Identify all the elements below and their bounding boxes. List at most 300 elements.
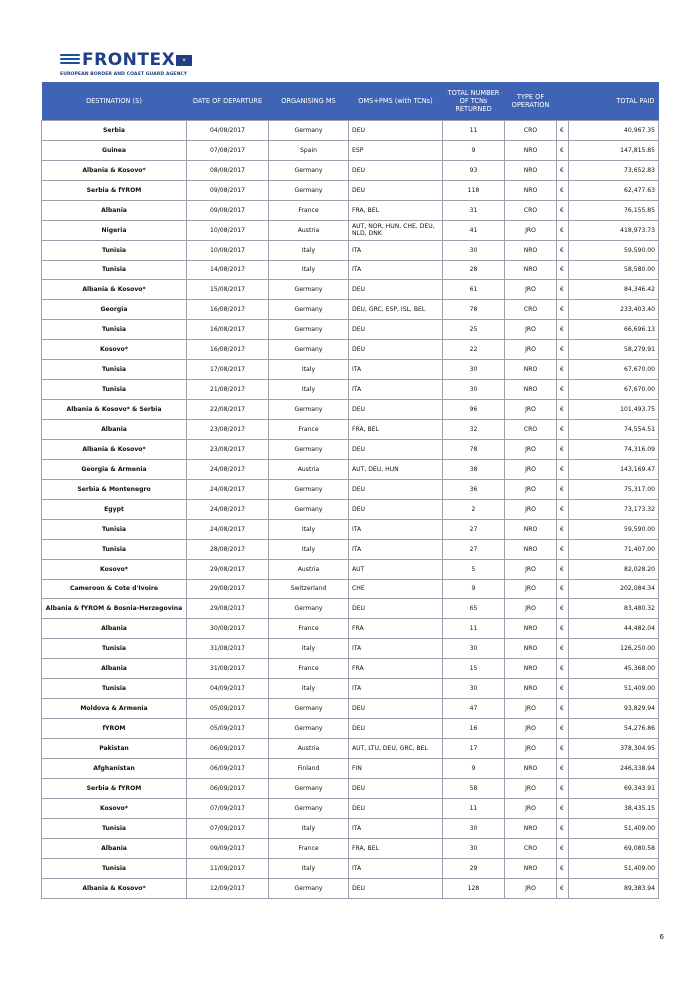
tcn-total-cell: 9	[443, 758, 505, 778]
tcn-total-cell: 61	[443, 280, 505, 300]
tcn-total-cell: 78	[443, 439, 505, 459]
tcn-total-cell: 30	[443, 639, 505, 659]
table-row	[42, 699, 659, 719]
total-paid-cell: 67,670.00	[569, 360, 659, 380]
currency-cell: €	[557, 599, 569, 619]
date-cell: 05/09/2017	[187, 719, 269, 739]
total-paid-cell: 40,967.35	[569, 121, 659, 141]
total-paid-cell: 89,383.94	[569, 878, 659, 898]
organising-ms-cell: Germany	[269, 180, 349, 200]
oms-cell: DEU	[349, 340, 443, 360]
table-header	[42, 82, 659, 121]
total-paid-cell: 76,155.85	[569, 200, 659, 220]
currency-cell: €	[557, 479, 569, 499]
table-row	[42, 320, 659, 340]
currency-cell: €	[557, 519, 569, 539]
currency-cell: €	[557, 200, 569, 220]
destination-cell: fYROM	[42, 719, 187, 739]
oms-cell: DEU	[349, 499, 443, 519]
oms-cell: AUT, DEU, HUN	[349, 459, 443, 479]
destination-cell: Serbia & fYROM	[42, 180, 187, 200]
total-paid-cell: 66,696.13	[569, 320, 659, 340]
currency-cell: €	[557, 121, 569, 141]
organising-ms-cell: Germany	[269, 160, 349, 180]
table-row	[42, 479, 659, 499]
destination-cell: Albania & fYROM & Bosnia-Herzegovina	[42, 599, 187, 619]
date-cell: 07/09/2017	[187, 798, 269, 818]
total-paid-cell: 73,652.83	[569, 160, 659, 180]
date-cell: 09/08/2017	[187, 180, 269, 200]
date-cell: 24/08/2017	[187, 499, 269, 519]
organising-ms-cell: Germany	[269, 400, 349, 420]
currency-cell: €	[557, 778, 569, 798]
destination-cell: Kosovo*	[42, 798, 187, 818]
currency-cell: €	[557, 838, 569, 858]
organising-ms-cell: Austria	[269, 559, 349, 579]
date-cell: 07/09/2017	[187, 818, 269, 838]
currency-cell: €	[557, 679, 569, 699]
organising-ms-cell: France	[269, 659, 349, 679]
operation-type-cell: NRO	[505, 659, 557, 679]
table-row	[42, 798, 659, 818]
destination-cell: Pakistan	[42, 739, 187, 759]
oms-cell: ITA	[349, 380, 443, 400]
operation-type-cell: NRO	[505, 679, 557, 699]
organising-ms-cell: Italy	[269, 639, 349, 659]
date-cell: 12/09/2017	[187, 878, 269, 898]
date-cell: 11/09/2017	[187, 858, 269, 878]
total-paid-cell: 51,409.00	[569, 679, 659, 699]
oms-cell: AUT, LTU, DEU, GRC, BEL	[349, 739, 443, 759]
date-cell: 23/08/2017	[187, 420, 269, 440]
table-row	[42, 579, 659, 599]
destination-cell: Georgia & Armenia	[42, 459, 187, 479]
organising-ms-cell: Austria	[269, 459, 349, 479]
oms-cell: DEU	[349, 479, 443, 499]
tcn-total-cell: 5	[443, 559, 505, 579]
organising-ms-cell: Austria	[269, 739, 349, 759]
currency-cell: €	[557, 499, 569, 519]
operation-type-cell: NRO	[505, 539, 557, 559]
table-row	[42, 679, 659, 699]
tcn-total-cell: 30	[443, 380, 505, 400]
operation-type-cell: CRO	[505, 838, 557, 858]
currency-cell: €	[557, 380, 569, 400]
total-paid-cell: 233,403.40	[569, 300, 659, 320]
currency-cell: €	[557, 739, 569, 759]
date-cell: 16/08/2017	[187, 340, 269, 360]
table-row	[42, 838, 659, 858]
date-cell: 31/08/2017	[187, 659, 269, 679]
table-row	[42, 121, 659, 141]
oms-cell: ITA	[349, 539, 443, 559]
table-row	[42, 539, 659, 559]
tcn-total-cell: 93	[443, 160, 505, 180]
total-paid-cell: 45,368.00	[569, 659, 659, 679]
date-cell: 04/08/2017	[187, 121, 269, 141]
oms-cell: DEU	[349, 320, 443, 340]
table-row	[42, 659, 659, 679]
total-paid-cell: 83,480.32	[569, 599, 659, 619]
oms-cell: ITA	[349, 639, 443, 659]
table-row	[42, 719, 659, 739]
header-destination: DESTINATION (S)	[42, 82, 187, 121]
organising-ms-cell: Germany	[269, 798, 349, 818]
organising-ms-cell: France	[269, 619, 349, 639]
total-paid-cell: 54,276.86	[569, 719, 659, 739]
date-cell: 29/08/2017	[187, 579, 269, 599]
destination-cell: Serbia	[42, 121, 187, 141]
organising-ms-cell: France	[269, 200, 349, 220]
eu-flag-icon: ✦	[176, 55, 192, 66]
operation-type-cell: NRO	[505, 360, 557, 380]
oms-cell: DEU	[349, 180, 443, 200]
table-row	[42, 340, 659, 360]
organising-ms-cell: Germany	[269, 439, 349, 459]
operation-type-cell: NRO	[505, 758, 557, 778]
table-row	[42, 439, 659, 459]
total-paid-cell: 101,493.75	[569, 400, 659, 420]
date-cell: 24/08/2017	[187, 519, 269, 539]
table-body	[42, 121, 659, 899]
operation-type-cell: NRO	[505, 858, 557, 878]
total-paid-cell: 71,407.00	[569, 539, 659, 559]
table-row	[42, 739, 659, 759]
date-cell: 29/08/2017	[187, 599, 269, 619]
table-row	[42, 140, 659, 160]
currency-cell: €	[557, 439, 569, 459]
tcn-total-cell: 27	[443, 539, 505, 559]
tcn-total-cell: 2	[443, 499, 505, 519]
oms-cell: DEU	[349, 280, 443, 300]
organising-ms-cell: Germany	[269, 479, 349, 499]
total-paid-cell: 69,343.91	[569, 778, 659, 798]
organising-ms-cell: Italy	[269, 260, 349, 280]
oms-cell: ITA	[349, 858, 443, 878]
total-paid-cell: 73,173.32	[569, 499, 659, 519]
tcn-total-cell: 128	[443, 878, 505, 898]
currency-cell: €	[557, 719, 569, 739]
operation-type-cell: NRO	[505, 180, 557, 200]
operation-type-cell: JRO	[505, 320, 557, 340]
tcn-total-cell: 9	[443, 579, 505, 599]
date-cell: 22/08/2017	[187, 400, 269, 420]
currency-cell: €	[557, 300, 569, 320]
oms-cell: DEU	[349, 719, 443, 739]
tcn-total-cell: 15	[443, 659, 505, 679]
table-row	[42, 300, 659, 320]
operation-type-cell: NRO	[505, 260, 557, 280]
organising-ms-cell: Italy	[269, 380, 349, 400]
tcn-total-cell: 30	[443, 240, 505, 260]
date-cell: 07/08/2017	[187, 140, 269, 160]
currency-cell: €	[557, 420, 569, 440]
date-cell: 09/09/2017	[187, 838, 269, 858]
date-cell: 28/08/2017	[187, 539, 269, 559]
total-paid-cell: 147,815.85	[569, 140, 659, 160]
oms-cell: FRA, BEL	[349, 838, 443, 858]
destination-cell: Tunisia	[42, 519, 187, 539]
organising-ms-cell: Germany	[269, 340, 349, 360]
operation-type-cell: CRO	[505, 420, 557, 440]
header-organising: ORGANISING MS	[269, 82, 349, 121]
tcn-total-cell: 36	[443, 479, 505, 499]
operation-type-cell: NRO	[505, 160, 557, 180]
operation-type-cell: NRO	[505, 380, 557, 400]
tcn-total-cell: 17	[443, 739, 505, 759]
total-paid-cell: 62,477.63	[569, 180, 659, 200]
oms-cell: DEU	[349, 121, 443, 141]
destination-cell: Albania & Kosovo*	[42, 280, 187, 300]
destination-cell: Cameroon & Cote d'Ivoire	[42, 579, 187, 599]
date-cell: 15/08/2017	[187, 280, 269, 300]
destination-cell: Tunisia	[42, 380, 187, 400]
table-row	[42, 200, 659, 220]
operation-type-cell: JRO	[505, 439, 557, 459]
total-paid-cell: 126,250.00	[569, 639, 659, 659]
oms-cell: DEU	[349, 699, 443, 719]
table-row	[42, 778, 659, 798]
header-date: DATE OF DEPARTURE	[187, 82, 269, 121]
destination-cell: Tunisia	[42, 858, 187, 878]
tcn-total-cell: 25	[443, 320, 505, 340]
table-row	[42, 858, 659, 878]
currency-cell: €	[557, 240, 569, 260]
currency-cell: €	[557, 220, 569, 240]
date-cell: 06/09/2017	[187, 758, 269, 778]
table-row	[42, 639, 659, 659]
destination-cell: Nigeria	[42, 220, 187, 240]
currency-cell: €	[557, 140, 569, 160]
page-number: 6	[659, 933, 664, 941]
total-paid-cell: 58,279.91	[569, 340, 659, 360]
tcn-total-cell: 78	[443, 300, 505, 320]
date-cell: 09/08/2017	[187, 200, 269, 220]
table-row	[42, 818, 659, 838]
operation-type-cell: JRO	[505, 499, 557, 519]
currency-cell: €	[557, 160, 569, 180]
date-cell: 04/09/2017	[187, 679, 269, 699]
destination-cell: Tunisia	[42, 240, 187, 260]
organising-ms-cell: Germany	[269, 719, 349, 739]
operation-type-cell: JRO	[505, 459, 557, 479]
tcn-total-cell: 30	[443, 838, 505, 858]
date-cell: 16/08/2017	[187, 300, 269, 320]
table-row	[42, 400, 659, 420]
destination-cell: Egypt	[42, 499, 187, 519]
oms-cell: ITA	[349, 360, 443, 380]
destination-cell: Kosovo*	[42, 559, 187, 579]
organising-ms-cell: Spain	[269, 140, 349, 160]
destination-cell: Kosovo*	[42, 340, 187, 360]
oms-cell: ITA	[349, 818, 443, 838]
total-paid-cell: 202,084.34	[569, 579, 659, 599]
operation-type-cell: NRO	[505, 639, 557, 659]
header-total: TOTAL NUMBER OF TCNs RETURNED	[443, 82, 505, 121]
destination-cell: Tunisia	[42, 320, 187, 340]
currency-cell: €	[557, 320, 569, 340]
organising-ms-cell: France	[269, 420, 349, 440]
oms-cell: DEU	[349, 160, 443, 180]
organising-ms-cell: Germany	[269, 121, 349, 141]
tcn-total-cell: 41	[443, 220, 505, 240]
total-paid-cell: 93,829.94	[569, 699, 659, 719]
table-row	[42, 380, 659, 400]
date-cell: 30/08/2017	[187, 619, 269, 639]
oms-cell: FIN	[349, 758, 443, 778]
tcn-total-cell: 11	[443, 619, 505, 639]
date-cell: 17/08/2017	[187, 360, 269, 380]
operation-type-cell: JRO	[505, 739, 557, 759]
operation-type-cell: NRO	[505, 240, 557, 260]
operation-type-cell: NRO	[505, 619, 557, 639]
organising-ms-cell: Finland	[269, 758, 349, 778]
tcn-total-cell: 29	[443, 858, 505, 878]
oms-cell: ITA	[349, 260, 443, 280]
organising-ms-cell: Austria	[269, 220, 349, 240]
currency-cell: €	[557, 818, 569, 838]
tcn-total-cell: 32	[443, 420, 505, 440]
date-cell: 14/08/2017	[187, 260, 269, 280]
destination-cell: Albania & Kosovo*	[42, 439, 187, 459]
oms-cell: ESP	[349, 140, 443, 160]
oms-cell: AUT, NOR, HUN, CHE, DEU, NLD, DNK	[349, 220, 443, 240]
table-row	[42, 499, 659, 519]
operation-type-cell: JRO	[505, 699, 557, 719]
table-row	[42, 619, 659, 639]
organising-ms-cell: Germany	[269, 599, 349, 619]
tcn-total-cell: 28	[443, 260, 505, 280]
currency-cell: €	[557, 798, 569, 818]
total-paid-cell: 143,169.47	[569, 459, 659, 479]
destination-cell: Tunisia	[42, 539, 187, 559]
destination-cell: Serbia & Montenegro	[42, 479, 187, 499]
currency-cell: €	[557, 260, 569, 280]
operation-type-cell: CRO	[505, 300, 557, 320]
oms-cell: DEU	[349, 878, 443, 898]
frontex-emblem-icon	[60, 54, 80, 68]
total-paid-cell: 51,409.00	[569, 858, 659, 878]
operation-type-cell: JRO	[505, 400, 557, 420]
currency-cell: €	[557, 579, 569, 599]
oms-cell: DEU, GRC, ESP, ISL, BEL	[349, 300, 443, 320]
organising-ms-cell: Germany	[269, 320, 349, 340]
table-row	[42, 519, 659, 539]
tcn-total-cell: 65	[443, 599, 505, 619]
table-row	[42, 420, 659, 440]
date-cell: 06/09/2017	[187, 778, 269, 798]
date-cell: 21/08/2017	[187, 380, 269, 400]
return-operations-table	[41, 82, 659, 899]
destination-cell: Albania & Kosovo* & Serbia	[42, 400, 187, 420]
destination-cell: Albania	[42, 838, 187, 858]
table-row	[42, 599, 659, 619]
tcn-total-cell: 38	[443, 459, 505, 479]
operation-type-cell: NRO	[505, 818, 557, 838]
destination-cell: Georgia	[42, 300, 187, 320]
date-cell: 23/08/2017	[187, 439, 269, 459]
operation-type-cell: CRO	[505, 200, 557, 220]
date-cell: 24/08/2017	[187, 479, 269, 499]
oms-cell: DEU	[349, 400, 443, 420]
destination-cell: Moldova & Armenia	[42, 699, 187, 719]
organising-ms-cell: Germany	[269, 280, 349, 300]
organising-ms-cell: Italy	[269, 818, 349, 838]
destination-cell: Tunisia	[42, 260, 187, 280]
destination-cell: Tunisia	[42, 818, 187, 838]
date-cell: 31/08/2017	[187, 639, 269, 659]
organising-ms-cell: Germany	[269, 778, 349, 798]
frontex-logo	[60, 52, 210, 82]
table-row	[42, 459, 659, 479]
total-paid-cell: 58,580.00	[569, 260, 659, 280]
organising-ms-cell: France	[269, 838, 349, 858]
organising-ms-cell: Switzerland	[269, 579, 349, 599]
table-row	[42, 758, 659, 778]
tcn-total-cell: 31	[443, 200, 505, 220]
total-paid-cell: 378,304.95	[569, 739, 659, 759]
total-paid-cell: 418,973.73	[569, 220, 659, 240]
total-paid-cell: 84,346.42	[569, 280, 659, 300]
date-cell: 29/08/2017	[187, 559, 269, 579]
destination-cell: Albania	[42, 200, 187, 220]
organising-ms-cell: Germany	[269, 699, 349, 719]
table-row	[42, 360, 659, 380]
organising-ms-cell: Italy	[269, 679, 349, 699]
operation-type-cell: NRO	[505, 519, 557, 539]
tcn-total-cell: 16	[443, 719, 505, 739]
table-row	[42, 559, 659, 579]
oms-cell: DEU	[349, 439, 443, 459]
organising-ms-cell: Italy	[269, 858, 349, 878]
destination-cell: Tunisia	[42, 360, 187, 380]
oms-cell: DEU	[349, 798, 443, 818]
currency-cell: €	[557, 659, 569, 679]
organising-ms-cell: Germany	[269, 300, 349, 320]
date-cell: 08/08/2017	[187, 160, 269, 180]
table-row	[42, 280, 659, 300]
organising-ms-cell: Italy	[269, 240, 349, 260]
oms-cell: ITA	[349, 240, 443, 260]
tcn-total-cell: 9	[443, 140, 505, 160]
operation-type-cell: JRO	[505, 878, 557, 898]
total-paid-cell: 74,554.51	[569, 420, 659, 440]
total-paid-cell: 82,028.20	[569, 559, 659, 579]
oms-cell: AUT	[349, 559, 443, 579]
table-row	[42, 160, 659, 180]
destination-cell: Afghanistan	[42, 758, 187, 778]
oms-cell: FRA	[349, 619, 443, 639]
currency-cell: €	[557, 340, 569, 360]
destination-cell: Albania	[42, 659, 187, 679]
total-paid-cell: 246,338.94	[569, 758, 659, 778]
currency-cell: €	[557, 180, 569, 200]
operation-type-cell: JRO	[505, 220, 557, 240]
tcn-total-cell: 30	[443, 818, 505, 838]
operation-type-cell: JRO	[505, 559, 557, 579]
operation-type-cell: JRO	[505, 778, 557, 798]
destination-cell: Tunisia	[42, 679, 187, 699]
oms-cell: FRA, BEL	[349, 420, 443, 440]
currency-cell: €	[557, 878, 569, 898]
tcn-total-cell: 58	[443, 778, 505, 798]
currency-cell: €	[557, 400, 569, 420]
destination-cell: Albania & Kosovo*	[42, 160, 187, 180]
currency-cell: €	[557, 360, 569, 380]
date-cell: 05/09/2017	[187, 699, 269, 719]
operation-type-cell: JRO	[505, 479, 557, 499]
destination-cell: Serbia & fYROM	[42, 778, 187, 798]
